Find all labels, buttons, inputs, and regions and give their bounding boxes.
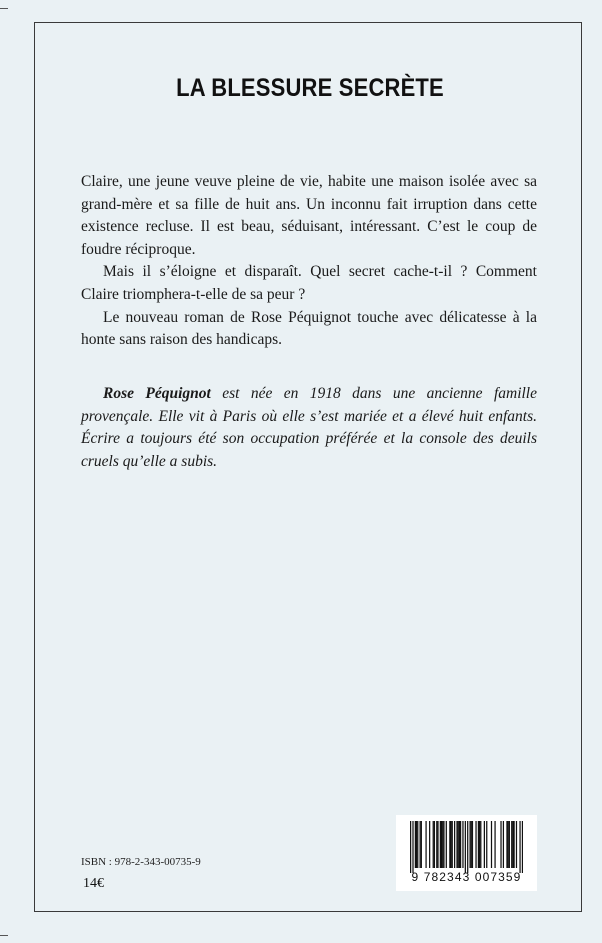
barcode-bar (508, 821, 509, 868)
book-title: LA BLESSURE SECRÈTE (176, 74, 444, 102)
barcode-bar (511, 821, 512, 868)
barcode-bar (433, 821, 434, 868)
barcode-bar (512, 821, 513, 868)
barcode-bar (491, 821, 492, 868)
barcode-bar (421, 821, 422, 868)
barcode-bar (479, 821, 480, 868)
barcode-bar (458, 821, 459, 868)
synopsis-paragraph-3: Le nouveau roman de Rose Péquignot touche avec délicatesse à la honte sans raison des handicaps. (81, 308, 537, 349)
author-name: Rose Péquignot (103, 385, 211, 402)
barcode-bar (516, 821, 517, 868)
synopsis-paragraph-2: Mais il s’éloigne et disparaît. Quel secret cache-t-il ? Comment Claire triomphera-t-elle de sa peur ? (81, 263, 537, 303)
barcode-bar (513, 821, 514, 868)
synopsis-paragraph-1: Claire, une jeune veuve pleine de vie, habite une maison isolée avec sa grand-mère et sa fille de huit ans. Un inconnu fait irruption dans cette existence recluse. Il est beau, séduisant, intéressant. C’est le coup de foudre réciproque. (81, 173, 537, 258)
barcode-bar (449, 821, 450, 868)
barcode-bar (467, 821, 468, 873)
barcode-bar (450, 821, 451, 868)
barcode-bar (519, 821, 520, 873)
barcode-bar (475, 821, 476, 868)
barcode-bar (506, 821, 507, 868)
author-bio (81, 383, 537, 473)
barcode-bar (484, 821, 485, 868)
barcode (396, 815, 537, 891)
barcode-bar (440, 821, 441, 868)
barcode-bar (462, 821, 463, 868)
barcode-digits: 9 782343 007359 (411, 870, 522, 884)
crop-mark-top-left (0, 8, 8, 9)
barcode-bar (459, 821, 460, 868)
barcode-bar (478, 821, 479, 868)
barcode-bar (522, 821, 523, 873)
price-label: 14€ (83, 876, 104, 891)
isbn-label: ISBN : 978-2-343-00735-9 (81, 856, 201, 868)
synopsis (81, 171, 537, 352)
barcode-bar (471, 821, 472, 868)
barcode-bar (434, 821, 435, 868)
barcode-bar (452, 821, 453, 868)
barcode-bar (503, 821, 504, 868)
barcode-bar (410, 821, 411, 873)
barcode-bar (460, 821, 461, 868)
barcode-bar (437, 821, 438, 868)
barcode-bar (509, 821, 510, 868)
barcode-bar (454, 821, 455, 868)
barcode-bar (480, 821, 481, 868)
author-bio-text: est née en 1918 dans une ancienne famille provençale. Elle vit à Paris où elle s’est mariée et a élevé huit enfants. Écrire a toujours été son occupation préférée et la console des deuils cruels qu’elle a subis. (81, 385, 537, 470)
barcode-bar (486, 821, 487, 868)
barcode-bar (441, 821, 442, 868)
barcode-bar (465, 821, 466, 873)
barcode-bar (412, 821, 413, 873)
barcode-bar (446, 821, 447, 868)
barcode-bar (436, 821, 437, 868)
barcode-bar (494, 821, 495, 868)
barcode-bar (469, 821, 470, 868)
barcode-bar (417, 821, 418, 868)
barcode-bar (425, 821, 426, 868)
barcode-bars (410, 821, 523, 873)
barcode-bar (429, 821, 430, 868)
barcode-bar (420, 821, 421, 868)
barcode-bar (472, 821, 473, 868)
barcode-bar (443, 821, 444, 868)
barcode-bar (442, 821, 443, 868)
barcode-bar (416, 821, 417, 868)
barcode-bar (500, 821, 501, 868)
barcode-bar (415, 821, 416, 868)
barcode-bar (456, 821, 457, 868)
crop-mark-bottom-left (0, 935, 8, 936)
